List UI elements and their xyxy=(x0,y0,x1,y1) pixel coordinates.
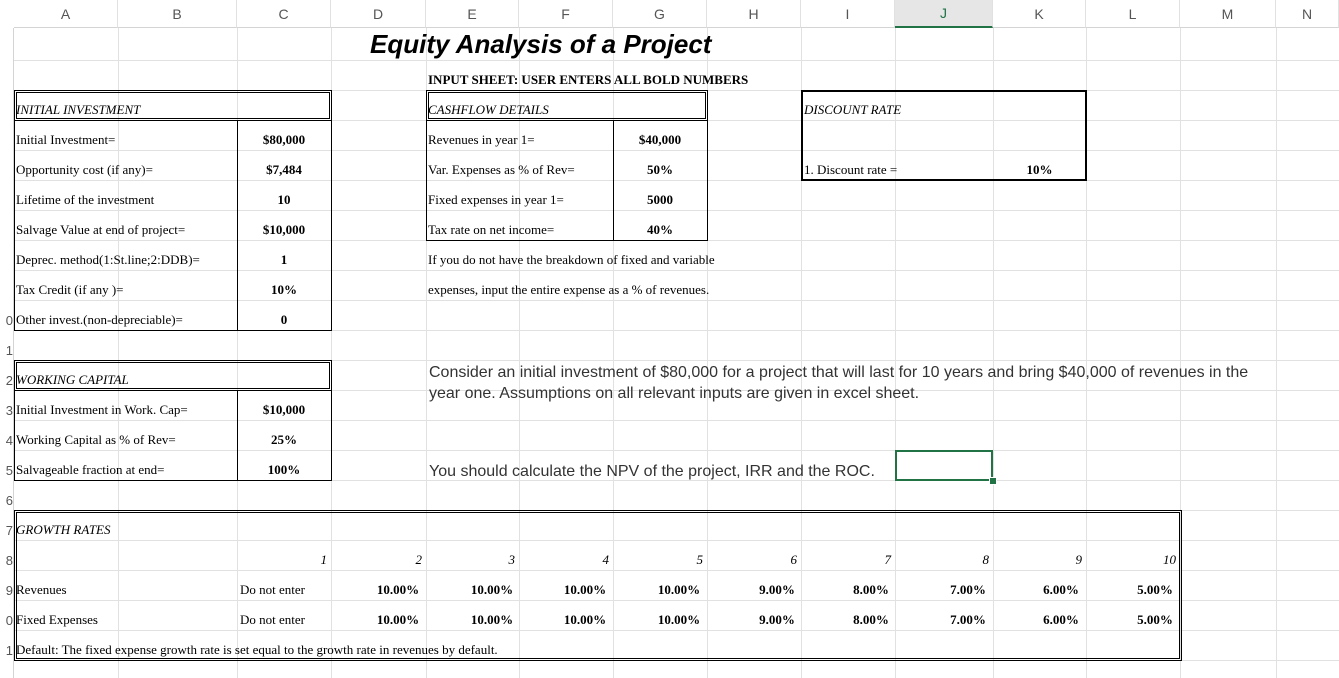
row-number[interactable]: 6 xyxy=(5,493,13,508)
active-cell-j15[interactable] xyxy=(895,450,993,481)
var-expenses-label[interactable]: Var. Expenses as % of Rev= xyxy=(428,162,575,177)
row-number[interactable]: 1 xyxy=(5,343,13,358)
column-header-k[interactable]: K xyxy=(993,0,1086,28)
column-header-c[interactable]: C xyxy=(237,0,331,28)
column-header-b[interactable]: B xyxy=(118,0,237,28)
grid-line xyxy=(1276,28,1277,678)
revenues-growth-y4[interactable]: 10.00% xyxy=(563,582,607,597)
year-header-3[interactable]: 3 xyxy=(508,552,515,567)
tax-rate-input[interactable]: 40% xyxy=(647,222,673,237)
column-header-i[interactable]: I xyxy=(801,0,895,28)
revenues-growth-y10[interactable]: 5.00% xyxy=(1137,582,1173,597)
salvageable-fraction-input[interactable]: 100% xyxy=(267,462,301,477)
revenues-growth-y3[interactable]: 10.00% xyxy=(470,582,514,597)
tax-rate-label[interactable]: Tax rate on net income= xyxy=(428,222,555,237)
fixed-expenses-label[interactable]: Fixed expenses in year 1= xyxy=(428,192,564,207)
fixed-expenses-growth-label[interactable]: Fixed Expenses xyxy=(16,612,98,627)
year-header-8[interactable]: 8 xyxy=(982,552,989,567)
fixed-expenses-input[interactable]: 5000 xyxy=(647,192,673,207)
fixed-growth-y10[interactable]: 5.00% xyxy=(1137,612,1173,627)
discount-rate-label[interactable]: 1. Discount rate = xyxy=(804,162,898,177)
revenues-growth-y6[interactable]: 9.00% xyxy=(759,582,795,597)
other-invest-input[interactable]: 0 xyxy=(280,312,288,327)
row-number[interactable]: 1 xyxy=(5,643,13,658)
row-number[interactable]: 9 xyxy=(5,583,13,598)
fixed-growth-y7[interactable]: 8.00% xyxy=(853,612,889,627)
opportunity-cost-input[interactable]: $7,484 xyxy=(266,162,302,177)
tax-credit-input[interactable]: 10% xyxy=(271,282,297,297)
var-expenses-input[interactable]: 50% xyxy=(647,162,673,177)
salvageable-fraction-label[interactable]: Salvageable fraction at end= xyxy=(16,462,165,477)
lifetime-input[interactable]: 10 xyxy=(277,192,291,207)
growth-rates-heading[interactable]: GROWTH RATES xyxy=(16,522,111,537)
row-number[interactable]: 7 xyxy=(5,523,13,538)
problem-description[interactable]: Consider an initial investment of $80,000 for a project that will last for 10 years and bring $40,000 of revenues in the year one. Assumptions on all relevant inputs are given in excel sheet. xyxy=(429,364,1249,402)
page-title[interactable]: Equity Analysis of a Project xyxy=(370,29,712,59)
revenues-growth-y7[interactable]: 8.00% xyxy=(853,582,889,597)
year-header-9[interactable]: 9 xyxy=(1075,552,1082,567)
fixed-growth-y6[interactable]: 9.00% xyxy=(759,612,795,627)
row-number[interactable]: 0 xyxy=(5,313,13,328)
column-header-h[interactable]: H xyxy=(707,0,801,28)
revenues-growth-y8[interactable]: 7.00% xyxy=(950,582,986,597)
column-header-d[interactable]: D xyxy=(331,0,426,28)
row-number[interactable]: 5 xyxy=(5,463,13,478)
year-header-1[interactable]: 1 xyxy=(320,552,327,567)
revenues-growth-y2[interactable]: 10.00% xyxy=(376,582,420,597)
revenues-input[interactable]: $40,000 xyxy=(638,132,682,147)
lifetime-label[interactable]: Lifetime of the investment xyxy=(16,192,155,207)
revenues-label[interactable]: Revenues in year 1= xyxy=(428,132,535,147)
opportunity-cost-label[interactable]: Opportunity cost (if any)= xyxy=(16,162,153,177)
year-header-2[interactable]: 2 xyxy=(415,552,422,567)
revenues-growth-label[interactable]: Revenues xyxy=(16,582,67,597)
initial-investment-heading[interactable]: INITIAL INVESTMENT xyxy=(16,102,141,117)
tax-credit-label[interactable]: Tax Credit (if any )= xyxy=(16,282,124,297)
discount-rate-heading[interactable]: DISCOUNT RATE xyxy=(804,102,902,117)
year-header-4[interactable]: 4 xyxy=(602,552,609,567)
task-instruction[interactable]: You should calculate the NPV of the project, IRR and the ROC. xyxy=(429,463,875,480)
column-header-n[interactable]: N xyxy=(1276,0,1339,28)
default-growth-note[interactable]: Default: The fixed expense growth rate is set equal to the growth rate in revenues by default. xyxy=(16,642,498,657)
work-cap-investment-label[interactable]: Initial Investment in Work. Cap= xyxy=(16,402,188,417)
year-header-7[interactable]: 7 xyxy=(884,552,891,567)
fixed-growth-y9[interactable]: 6.00% xyxy=(1043,612,1079,627)
grid-line xyxy=(14,60,1339,61)
column-header-e[interactable]: E xyxy=(426,0,519,28)
input-sheet-header[interactable]: INPUT SHEET: USER ENTERS ALL BOLD NUMBERS xyxy=(428,72,749,87)
fixed-growth-y2[interactable]: 10.00% xyxy=(376,612,420,627)
year-header-5[interactable]: 5 xyxy=(696,552,703,567)
fixed-growth-y3[interactable]: 10.00% xyxy=(470,612,514,627)
column-header-j[interactable]: J xyxy=(895,0,993,28)
initial-investment-label[interactable]: Initial Investment= xyxy=(16,132,116,147)
column-header-f[interactable]: F xyxy=(519,0,613,28)
revenues-growth-y9[interactable]: 6.00% xyxy=(1043,582,1079,597)
cashflow-note-line2[interactable]: expenses, input the entire expense as a % of revenues. xyxy=(428,282,710,297)
deprec-method-input[interactable]: 1 xyxy=(280,252,288,267)
salvage-value-input[interactable]: $10,000 xyxy=(262,222,306,237)
working-capital-heading[interactable]: WORKING CAPITAL xyxy=(16,372,129,387)
revenues-year1-cell[interactable]: Do not enter xyxy=(240,582,305,597)
deprec-method-label[interactable]: Deprec. method(1:St.line;2:DDB)= xyxy=(16,252,200,267)
other-invest-label[interactable]: Other invest.(non-depreciable)= xyxy=(16,312,183,327)
fill-handle[interactable] xyxy=(989,477,997,485)
initial-investment-input[interactable]: $80,000 xyxy=(262,132,306,147)
year-header-6[interactable]: 6 xyxy=(790,552,797,567)
row-number[interactable]: 4 xyxy=(5,433,13,448)
cashflow-heading[interactable]: CASHFLOW DETAILS xyxy=(428,102,549,117)
fixed-growth-y5[interactable]: 10.00% xyxy=(657,612,701,627)
row-number[interactable]: 0 xyxy=(5,613,13,628)
fixed-expenses-year1-cell[interactable]: Do not enter xyxy=(240,612,305,627)
row-number[interactable]: 3 xyxy=(5,403,13,418)
salvage-value-label[interactable]: Salvage Value at end of project= xyxy=(16,222,186,237)
fixed-growth-y4[interactable]: 10.00% xyxy=(563,612,607,627)
work-cap-pct-input[interactable]: 25% xyxy=(271,432,297,447)
column-header-l[interactable]: L xyxy=(1086,0,1180,28)
revenues-growth-y5[interactable]: 10.00% xyxy=(657,582,701,597)
column-header-m[interactable]: M xyxy=(1180,0,1276,28)
fixed-growth-y8[interactable]: 7.00% xyxy=(950,612,986,627)
work-cap-pct-label[interactable]: Working Capital as % of Rev= xyxy=(16,432,176,447)
cashflow-note-line1[interactable]: If you do not have the breakdown of fixed and variable xyxy=(428,252,715,267)
column-header-g[interactable]: G xyxy=(613,0,707,28)
discount-rate-input[interactable]: 10% xyxy=(1026,162,1053,177)
row-number[interactable]: 2 xyxy=(5,373,13,388)
work-cap-investment-input[interactable]: $10,000 xyxy=(262,402,306,417)
row-number[interactable]: 8 xyxy=(5,553,13,568)
year-header-10[interactable]: 10 xyxy=(1163,552,1176,567)
column-header-a[interactable]: A xyxy=(14,0,118,28)
